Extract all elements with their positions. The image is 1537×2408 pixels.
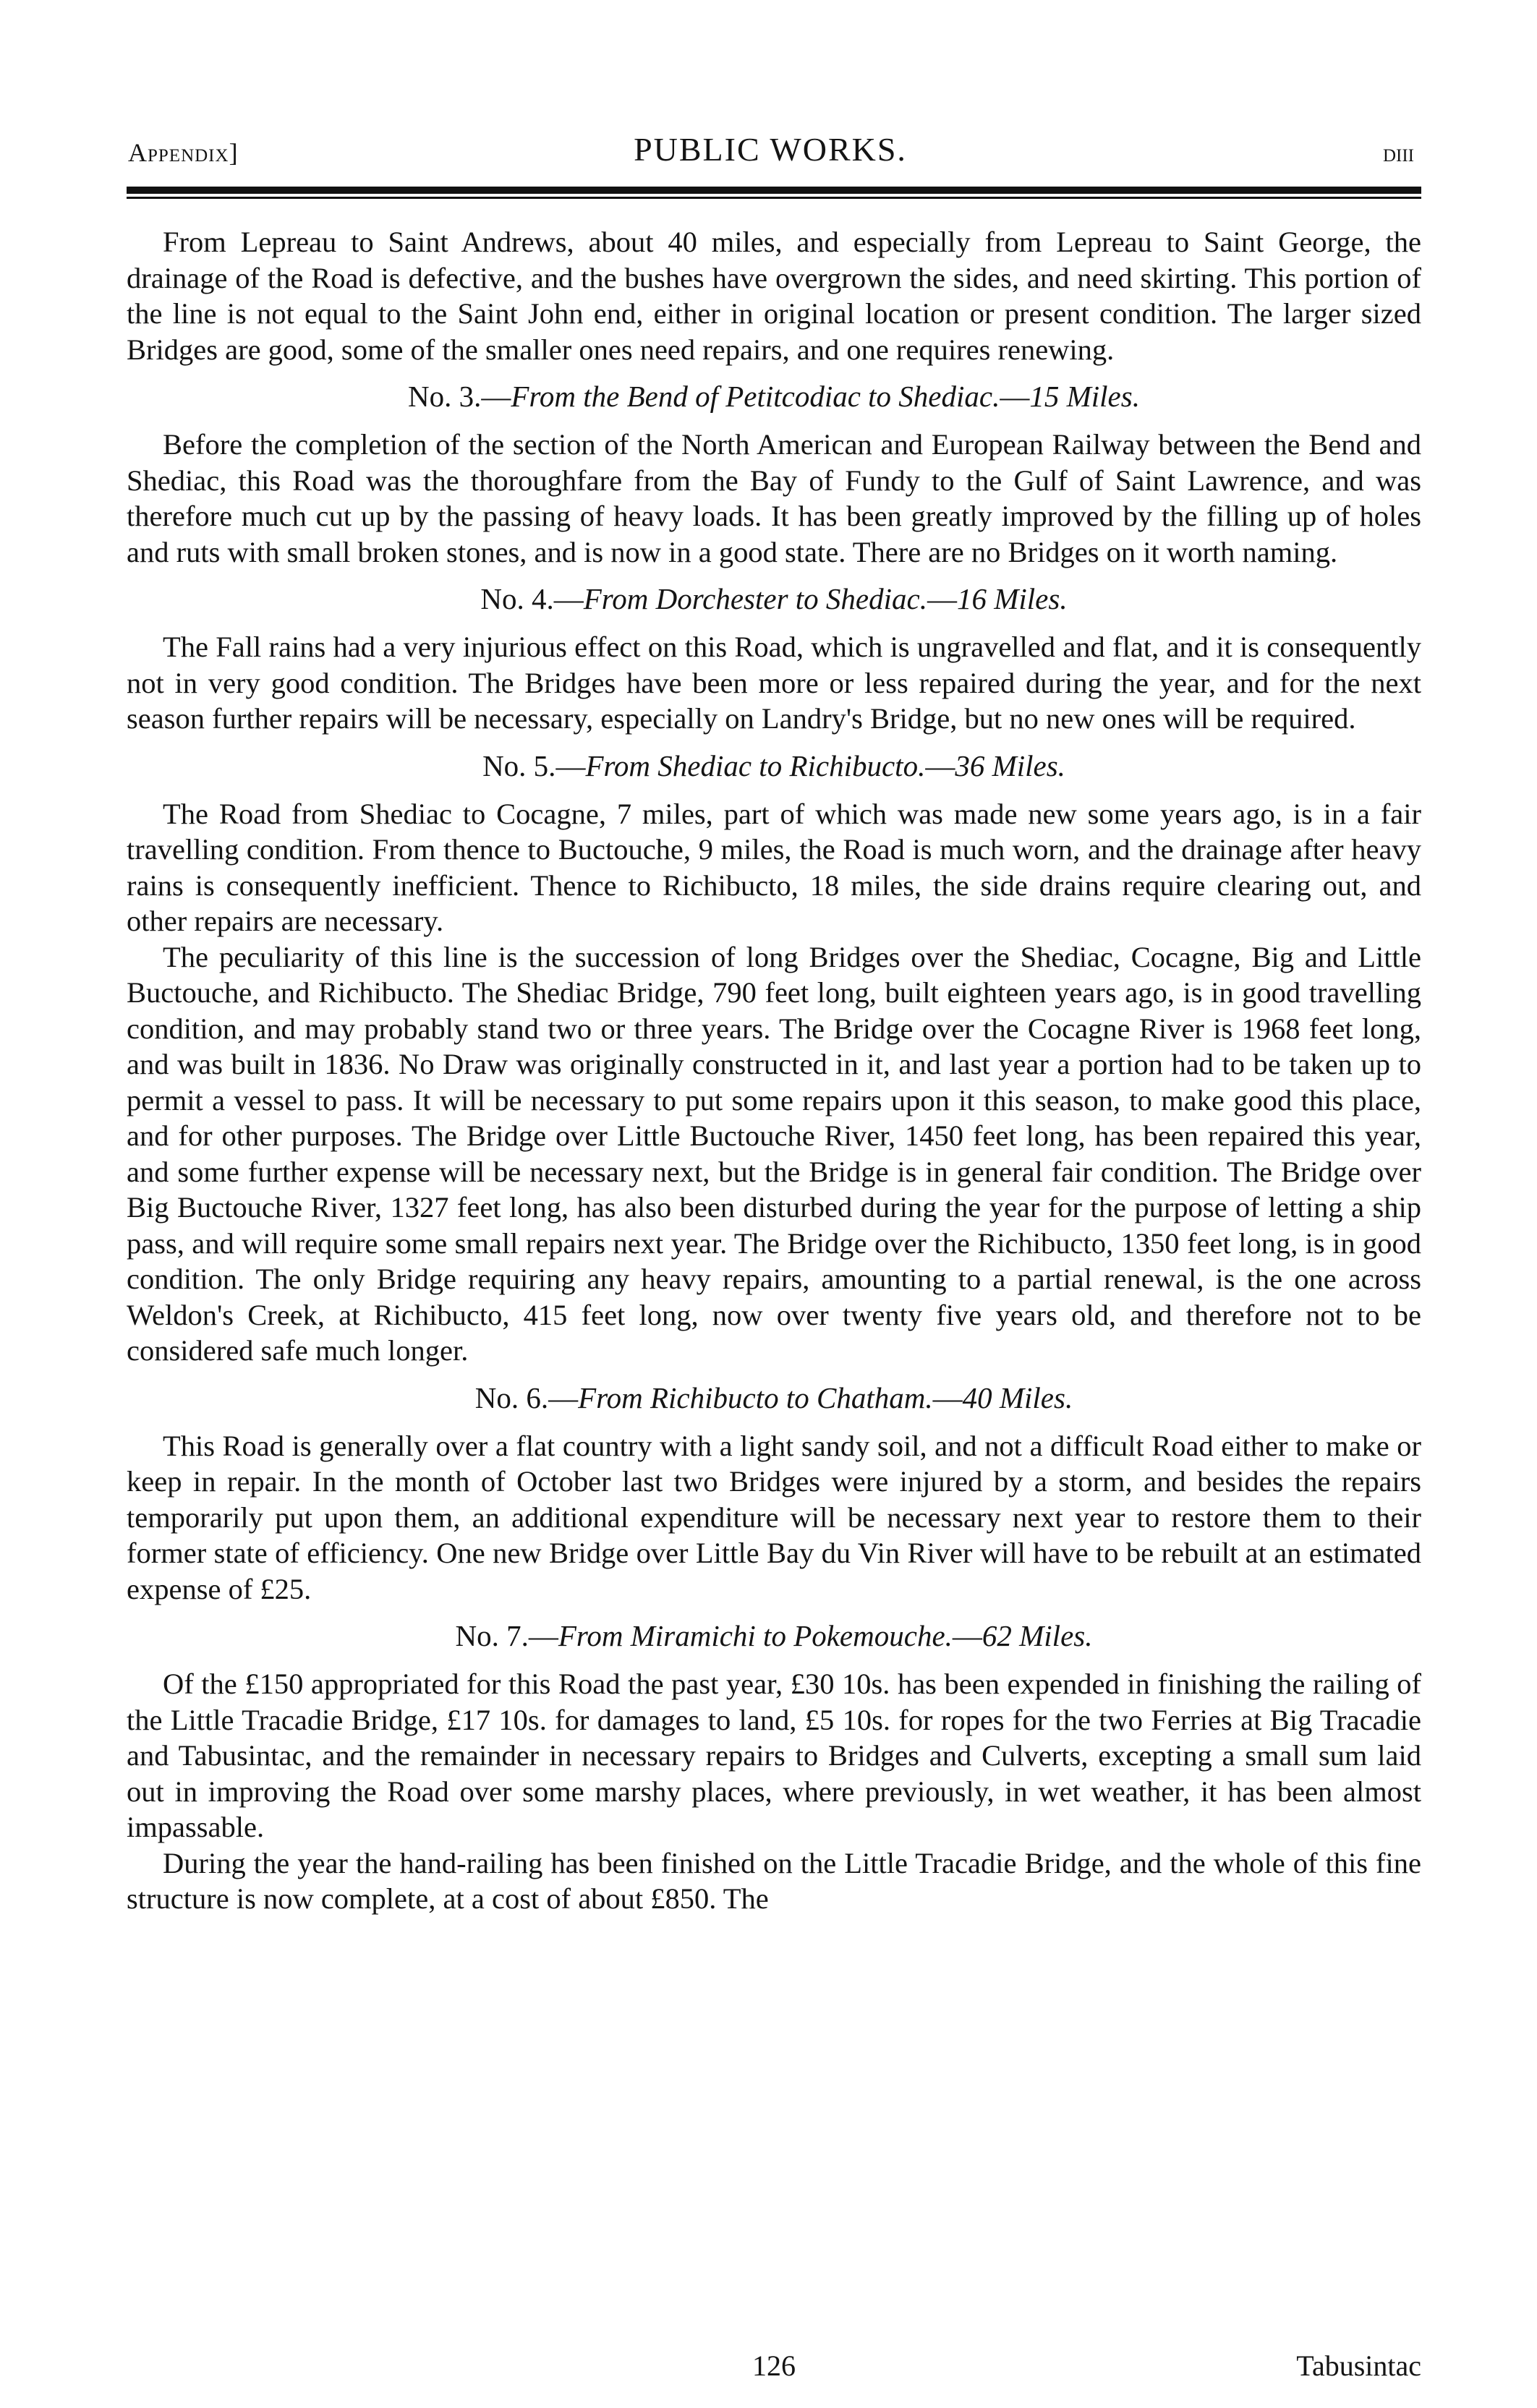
body-text — [127, 224, 1421, 1917]
section-distance: 15 Miles. — [1029, 380, 1140, 413]
header-title: PUBLIC WORKS. — [634, 131, 907, 168]
paragraph: This Road is generally over a flat country with a light sandy soil, and not a difficult Road either to make or keep in repair. In the month of October last two Bridges were injured by a storm, and besides the repairs temporarily put upon them, an additional expenditure will be necessary next year to restore them to their former state of efficiency. One new Bridge over Little Bay du Vin River will have to be rebuilt at an estimated expense of £25. — [127, 1429, 1421, 1605]
paragraph: The peculiarity of this line is the succession of long Bridges over the Shediac, Cocagne, Big and Little Buctouche, and Richibucto. The Shediac Bridge, 790 feet long, built eighteen years ago, is in good travelling condition, and may probably stand two or three years. The Bridge over the Cocagne River is 1968 feet long, and was built in 1836. No Draw was originally constructed in it, and last year a portion had to be taken up to permit a vessel to pass. It will be necessary to put some repairs upon it this season, to make good this place, and for other purposes. The Bridge over Little Buctouche River, 1450 feet long, has been repaired this year, and some further expense will be necessary next, but the Bridge is in general fair condition. The Bridge over Big Buctouche River, 1327 feet long, has also been disturbed during the year for the purpose of letting a ship pass, and will require some small repairs next year. The Bridge over the Richibucto, 1350 feet long, is in good condition. The only Bridge requiring any heavy repairs, amounting to a partial renewal, is the one across Weldon's Creek, at Richibucto, 415 feet long, now over twenty five years old, and therefore not to be considered safe much longer. — [127, 940, 1421, 1367]
section-route: From the Bend of Petitcodiac to Shediac. — [511, 380, 1000, 413]
section-distance: 36 Miles. — [955, 748, 1065, 782]
page-footer — [127, 2349, 1421, 2385]
section-distance: 62 Miles. — [982, 1619, 1093, 1652]
paragraph-intro: From Lepreau to Saint Andrews, about 40 miles, and especially from Lepreau to Saint George, the drainage of the Road is defective, and the bushes have overgrown the sides, and need skirting. This portion of the line is not equal to the Saint John end, either in original location or present condition. The larger sized Bridges are good, some of the smaller ones need repairs, and one requires renewing. — [127, 226, 1421, 366]
header-appendix-label: Appendix] — [128, 138, 239, 167]
section-heading-7: No. 7.—From Miramichi to Pokemouche.—62 Miles. — [455, 1619, 1093, 1652]
section-number: No. 7. — [455, 1619, 529, 1652]
paragraph: Before the completion of the section of the North American and European Railway between the Bend and Shediac, this Road was the thoroughfare from the Bay of Fundy to the Gulf of Saint Lawrence, and was therefore much cut up by the passing of heavy loads. It has been greatly improved by the filling up of holes and ruts with small broken stones, and is now in a good state. There are no Bridges on it worth naming. — [127, 428, 1421, 568]
document-page — [119, 123, 1421, 2386]
section-route: From Shediac to Richibucto. — [585, 748, 926, 782]
section-distance: 16 Miles. — [956, 582, 1068, 615]
section-number: No. 6. — [474, 1380, 549, 1414]
section-route: From Miramichi to Pokemouche. — [558, 1619, 953, 1652]
catchword: Tabusintac — [1296, 2349, 1421, 2382]
header-rule-thick — [127, 187, 1421, 194]
paragraph: The Road from Shediac to Cocagne, 7 miles, part of which was made new some years ago, is in a fair travelling condition. From thence to Buctouche, 9 miles, the Road is much worn, and the drainage after heavy rains is consequently inefficient. Thence to Richibucto, 18 miles, the side drains require clearing out, and other repairs are necessary. — [127, 797, 1421, 937]
paragraph: During the year the hand-railing has been finished on the Little Tracadie Bridge, and the whole of this fine structure is now complete, at a cost of about £850. The — [127, 1846, 1421, 1915]
section-heading-4: No. 4.—From Dorchester to Shediac.—16 Miles. — [480, 582, 1068, 615]
section-route: From Dorchester to Shediac. — [583, 582, 927, 615]
section-heading-6: No. 6.—From Richibucto to Chatham.—40 Miles. — [474, 1380, 1073, 1414]
section-heading-3: No. 3.—From the Bend of Petitcodiac to Shediac.—15 Miles. — [408, 380, 1140, 413]
section-number: No. 3. — [408, 380, 482, 413]
page-number: 126 — [752, 2349, 796, 2382]
section-route: From Richibucto to Chatham. — [578, 1380, 933, 1414]
header-page-roman: diii — [1382, 138, 1414, 167]
running-header — [119, 123, 1421, 175]
section-heading-5: No. 5.—From Shediac to Richibucto.—36 Miles. — [482, 748, 1065, 782]
paragraph: The Fall rains had a very injurious effect on this Road, which is ungravelled and flat, and it is consequently not in very good condition. The Bridges have been more or less repaired during the year, and for the next season further repairs will be necessary, especially on Landry's Bridge, but no new ones will be required. — [127, 631, 1421, 735]
header-rule-thin — [127, 197, 1421, 199]
paragraph: Of the £150 appropriated for this Road the past year, £30 10s. has been expended in finishing the railing of the Little Tracadie Bridge, £17 10s. for damages to land, £5 10s. for ropes for the two Ferries at Big Tracadie and Tabusintac, and the remainder in necessary repairs to Bridges and Culverts, excepting a small sum laid out in improving the Road over some marshy places, where previously, in wet weather, it has been almost impassable. — [127, 1668, 1421, 1843]
section-distance: 40 Miles. — [962, 1380, 1073, 1414]
section-number: No. 4. — [480, 582, 554, 615]
section-number: No. 5. — [482, 748, 556, 782]
